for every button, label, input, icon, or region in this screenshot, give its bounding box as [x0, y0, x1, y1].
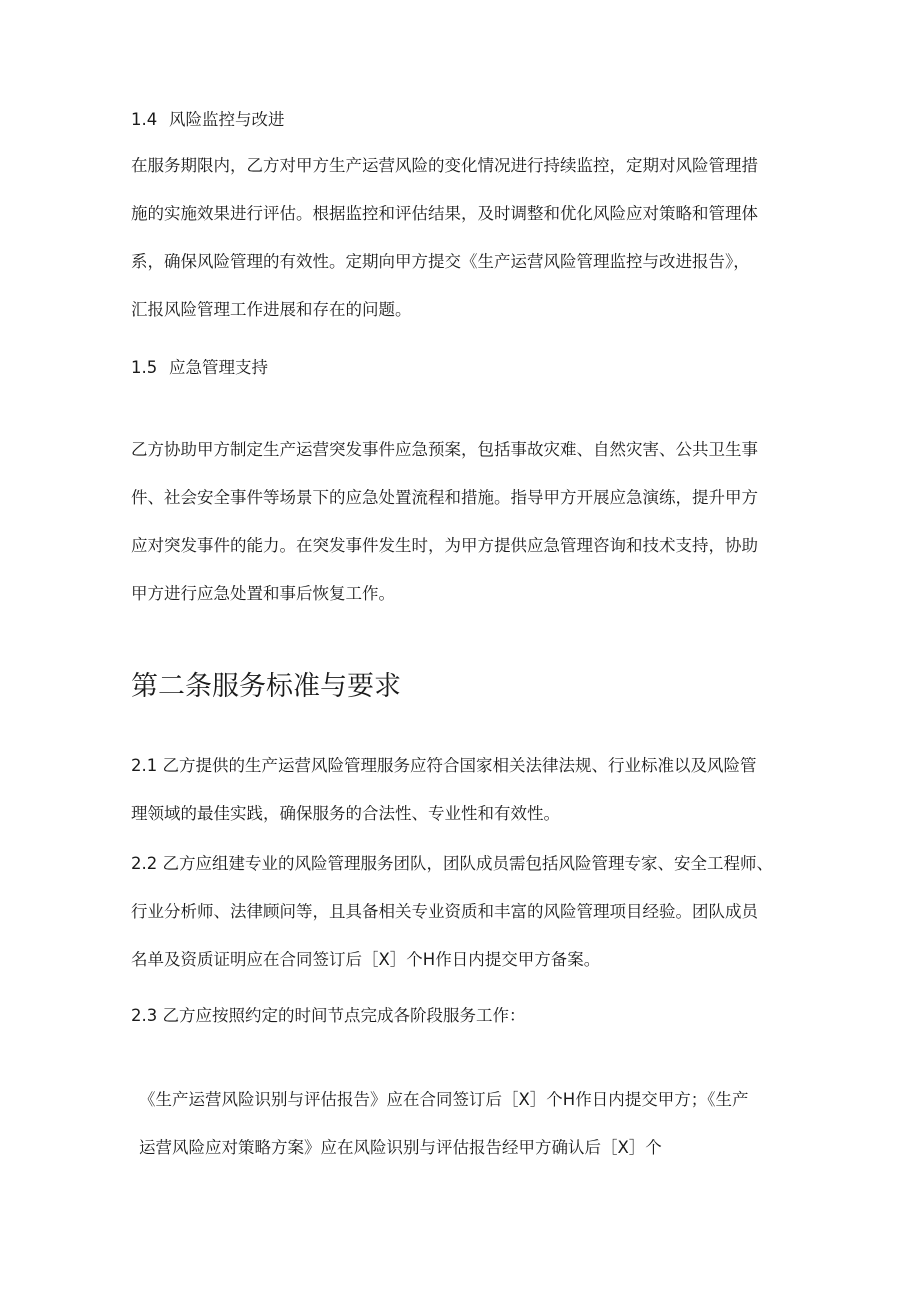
paragraph-line: 行业分析师、法律顾问等，且具备相关专业资质和丰富的风险管理项目经验。团队成员	[131, 902, 758, 921]
section-1-5-heading	[131, 354, 781, 382]
paragraph-line: 2.2 乙方应组建专业的风险管理服务团队，团队成员需包括风险管理专家、安全工程师、	[131, 854, 773, 873]
paragraph-line: 甲方进行应急处置和事后恢复工作。	[131, 584, 395, 603]
section-2-2	[131, 840, 781, 984]
paragraph-line: 施的实施效果进行评估。根据监控和评估结果，及时调整和优化风险应对策略和管理体	[131, 204, 758, 223]
section-1-5	[131, 354, 781, 382]
paragraph-line: 系，确保风险管理的有效性。定期向甲方提交《生产运营风险管理监控与改进报告》，	[131, 252, 750, 271]
paragraph-line: 《生产运营风险识别与评估报告》应在合同签订后［X］个H作日内提交甲方；《生产	[139, 1090, 749, 1109]
paragraph-line: 2.3 乙方应按照约定的时间节点完成各阶段服务工作：	[131, 1006, 526, 1025]
paragraph-line: 2.1 乙方提供的生产运营风险管理服务应符合国家相关法律法规、行业标准以及风险管	[131, 756, 757, 775]
section-title: 风险监控与改进	[169, 110, 285, 129]
section-number: 1.4	[131, 110, 158, 129]
section-1-4-heading	[131, 106, 781, 134]
paragraph-line: 名单及资质证明应在合同签订后［X］个H作日内提交甲方备案。	[131, 950, 601, 969]
section-1-5-body	[131, 426, 781, 618]
article-title: 第二条服务标准与要求	[131, 671, 401, 702]
section-title: 应急管理支持	[169, 358, 268, 377]
paragraph-line: 在服务期限内，乙方对甲方生产运营风险的变化情况进行持续监控，定期对风险管理措	[131, 156, 758, 175]
deliverables-paragraph	[139, 1076, 789, 1172]
paragraph-line: 件、社会安全事件等场景下的应急处置流程和措施。指导甲方开展应急演练，提升甲方	[131, 488, 758, 507]
paragraph-line: 乙方协助甲方制定生产运营突发事件应急预案，包括事故灾难、自然灾害、公共卫生事	[131, 440, 758, 459]
paragraph-line: 运营风险应对策略方案》应在风险识别与评估报告经甲方确认后［X］个	[139, 1138, 662, 1157]
paragraph-line: 汇报风险管理工作进展和存在的问题。	[131, 300, 412, 319]
paragraph-line: 理领域的最佳实践，确保服务的合法性、专业性和有效性。	[131, 804, 560, 823]
section-2-3	[131, 992, 781, 1040]
paragraph-line: 应对突发事件的能力。在突发事件发生时，为甲方提供应急管理咨询和技术支持，协助	[131, 536, 758, 555]
section-1-4-body	[131, 142, 781, 334]
section-number: 1.5	[131, 358, 158, 377]
section-1-4	[131, 106, 781, 134]
section-2-1	[131, 742, 781, 838]
